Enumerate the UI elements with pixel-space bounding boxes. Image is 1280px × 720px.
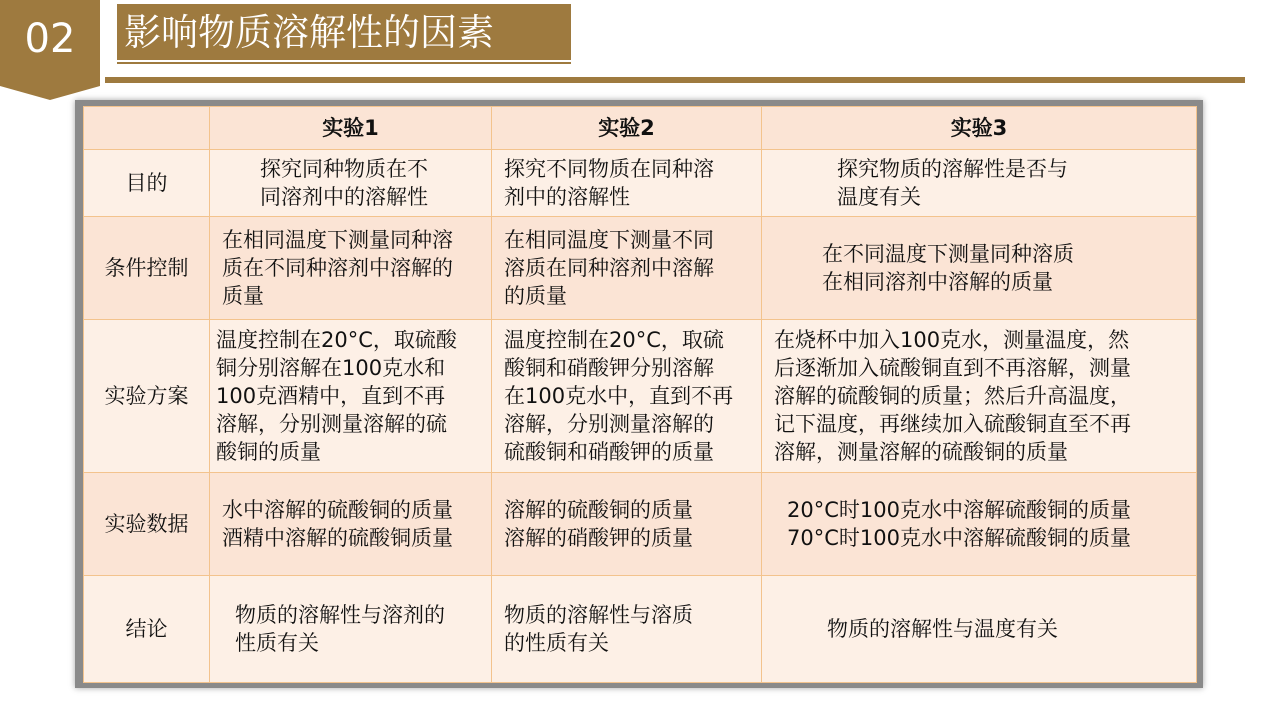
cell-conclusion-exp1 bbox=[210, 576, 492, 683]
cell-line: 温度控制在20°C，取硫 bbox=[504, 328, 724, 352]
cell-line: 性质有关 bbox=[235, 631, 319, 655]
section-number: 02 bbox=[24, 16, 76, 62]
cell-line: 的质量 bbox=[504, 284, 567, 308]
row-label-purpose: 目的 bbox=[84, 150, 210, 217]
cell-line: 在烧杯中加入100克水，测量温度，然 bbox=[774, 328, 1130, 352]
table-header-row bbox=[84, 107, 1197, 150]
header-experiment-2: 实验2 bbox=[492, 107, 762, 150]
cell-line: 质量 bbox=[222, 284, 264, 308]
cell-data-exp1 bbox=[210, 473, 492, 576]
cell-data-exp3 bbox=[762, 473, 1197, 576]
cell-line: 溶解的硝酸钾的质量 bbox=[504, 526, 693, 550]
cell-line: 溶解，测量溶解的硫酸铜的质量 bbox=[774, 440, 1068, 464]
table-row-conclusion bbox=[84, 576, 1197, 683]
row-label-conclusion: 结论 bbox=[84, 576, 210, 683]
cell-line: 水中溶解的硫酸铜的质量 bbox=[222, 498, 453, 522]
cell-line: 后逐渐加入硫酸铜直到不再溶解，测量 bbox=[774, 356, 1131, 380]
cell-line: 溶解的硫酸铜的质量；然后升高温度， bbox=[774, 384, 1131, 408]
cell-line: 溶解，分别测量溶解的 bbox=[504, 412, 714, 436]
header-empty-cell bbox=[84, 107, 210, 150]
page-title: 影响物质溶解性的因素 bbox=[124, 11, 494, 54]
cell-line: 酸铜和硝酸钾分别溶解 bbox=[504, 356, 714, 380]
header-experiment-1: 实验1 bbox=[210, 107, 492, 150]
header-divider-bar bbox=[105, 77, 1245, 83]
cell-plan-exp3 bbox=[762, 320, 1197, 473]
cell-line: 剂中的溶解性 bbox=[504, 185, 630, 209]
cell-conditions-exp2 bbox=[492, 217, 762, 320]
row-label-data: 实验数据 bbox=[84, 473, 210, 576]
cell-purpose-exp1 bbox=[210, 150, 492, 217]
cell-line: 同溶剂中的溶解性 bbox=[260, 185, 428, 209]
cell-line: 在相同温度下测量同种溶 bbox=[222, 228, 453, 252]
cell-line: 在相同温度下测量不同 bbox=[504, 228, 714, 252]
cell-line: 质在不同种溶剂中溶解的 bbox=[222, 256, 453, 280]
cell-line: 探究不同物质在同种溶 bbox=[504, 157, 714, 181]
cell-line: 在相同溶剂中溶解的质量 bbox=[822, 270, 1053, 294]
cell-plan-exp2 bbox=[492, 320, 762, 473]
cell-line: 20°C时100克水中溶解硫酸铜的质量 bbox=[787, 498, 1131, 522]
cell-conclusion-exp3 bbox=[762, 576, 1197, 683]
cell-conditions-exp1 bbox=[210, 217, 492, 320]
table-row-purpose bbox=[84, 150, 1197, 217]
cell-line: 酸铜的质量 bbox=[216, 440, 321, 464]
cell-line: 记下温度，再继续加入硫酸铜直至不再 bbox=[774, 412, 1131, 436]
cell-line: 温度有关 bbox=[837, 185, 921, 209]
cell-line: 探究同种物质在不 bbox=[260, 157, 428, 181]
cell-plan-exp1 bbox=[210, 320, 492, 473]
cell-line: 70°C时100克水中溶解硫酸铜的质量 bbox=[787, 526, 1131, 550]
cell-purpose-exp2 bbox=[492, 150, 762, 217]
table-row-plan bbox=[84, 320, 1197, 473]
cell-line: 探究物质的溶解性是否与 bbox=[837, 157, 1068, 181]
cell-purpose-exp3 bbox=[762, 150, 1197, 217]
cell-line: 在不同温度下测量同种溶质 bbox=[822, 242, 1074, 266]
cell-line: 溶解，分别测量溶解的硫 bbox=[216, 412, 447, 436]
cell-line: 物质的溶解性与温度有关 bbox=[827, 617, 1058, 641]
cell-line: 铜分别溶解在100克水和 bbox=[216, 356, 446, 380]
cell-line: 物质的溶解性与溶剂的 bbox=[235, 603, 445, 627]
cell-line: 物质的溶解性与溶质 bbox=[504, 603, 693, 627]
row-label-plan: 实验方案 bbox=[84, 320, 210, 473]
row-label-conditions: 条件控制 bbox=[84, 217, 210, 320]
header-experiment-3: 实验3 bbox=[762, 107, 1197, 150]
table-row-conditions bbox=[84, 217, 1197, 320]
cell-line: 100克酒精中，直到不再 bbox=[216, 384, 446, 408]
cell-line: 硫酸铜和硝酸钾的质量 bbox=[504, 440, 714, 464]
cell-conditions-exp3 bbox=[762, 217, 1197, 320]
cell-line: 温度控制在20°C，取硫酸 bbox=[216, 328, 457, 352]
table-row-data bbox=[84, 473, 1197, 576]
section-badge bbox=[0, 0, 100, 100]
cell-line: 在100克水中，直到不再 bbox=[504, 384, 734, 408]
cell-line: 酒精中溶解的硫酸铜质量 bbox=[222, 526, 453, 550]
cell-line: 溶解的硫酸铜的质量 bbox=[504, 498, 693, 522]
cell-line: 溶质在同种溶剂中溶解 bbox=[504, 256, 714, 280]
cell-line: 的性质有关 bbox=[504, 631, 609, 655]
cell-conclusion-exp2 bbox=[492, 576, 762, 683]
title-underline bbox=[117, 62, 571, 64]
cell-data-exp2 bbox=[492, 473, 762, 576]
experiment-table bbox=[83, 106, 1197, 683]
